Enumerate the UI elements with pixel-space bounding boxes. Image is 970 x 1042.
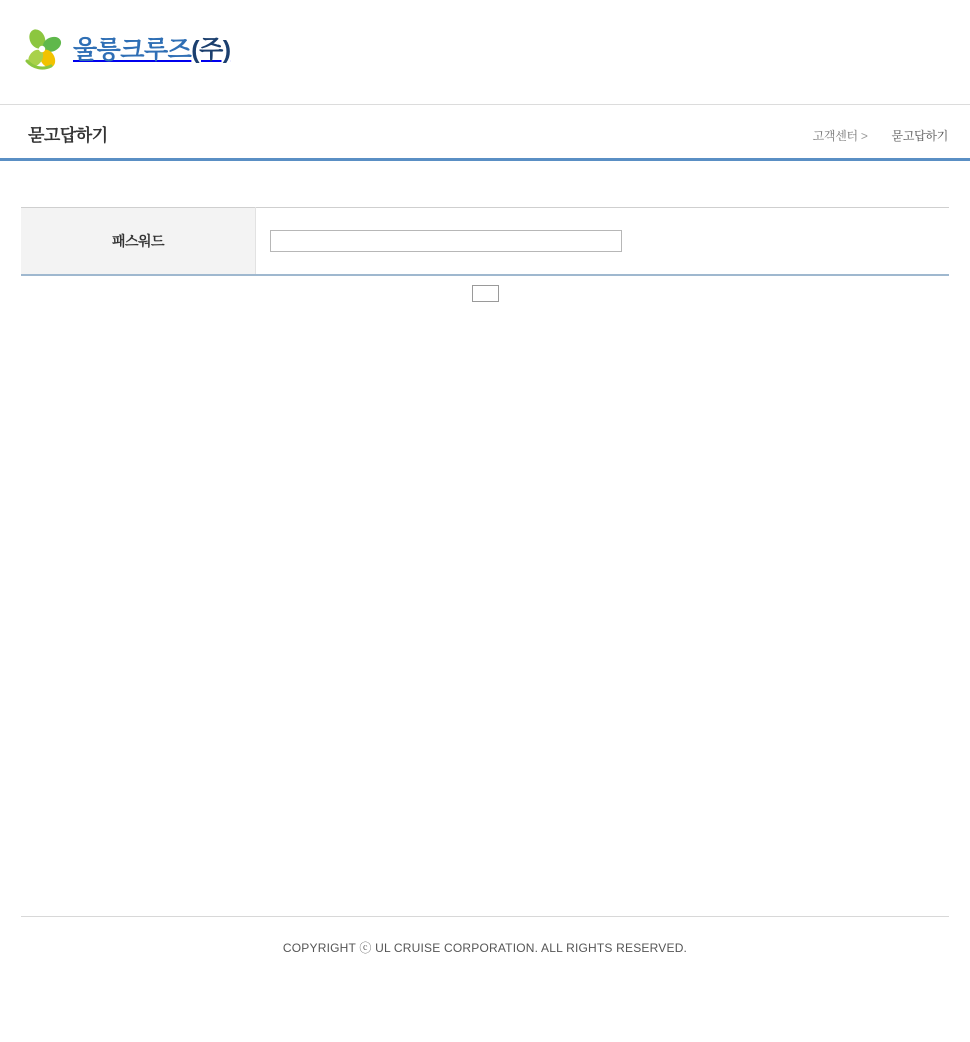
submit-row	[21, 285, 949, 306]
site-logo[interactable]	[21, 28, 231, 72]
breadcrumb-item-root[interactable]: 고객센터	[812, 129, 858, 143]
logo-text	[73, 35, 231, 64]
breadcrumb	[813, 127, 948, 144]
password-input[interactable]	[270, 230, 622, 252]
page-title: 묻고답하기	[28, 126, 108, 145]
site-footer	[21, 916, 949, 956]
site-header	[0, 0, 970, 104]
logo-text-secondary: (주)	[191, 35, 231, 64]
password-form-table	[21, 207, 949, 276]
breadcrumb-separator-icon: >	[860, 129, 868, 143]
password-label: 패스워드	[21, 208, 256, 276]
logo-text-primary: 울릉크루즈	[73, 35, 192, 64]
main-content	[0, 207, 970, 306]
password-field-cell	[256, 208, 950, 276]
breadcrumb-item-current: 묻고답하기	[891, 129, 948, 143]
pinwheel-flower-logo-icon	[21, 28, 63, 72]
copyright-text: COPYRIGHT ⓒ UL CRUISE CORPORATION. ALL RIGHTS RESERVED.	[282, 941, 688, 955]
page-title-bar	[0, 104, 970, 161]
table-row	[21, 208, 949, 276]
submit-button[interactable]	[472, 285, 499, 302]
